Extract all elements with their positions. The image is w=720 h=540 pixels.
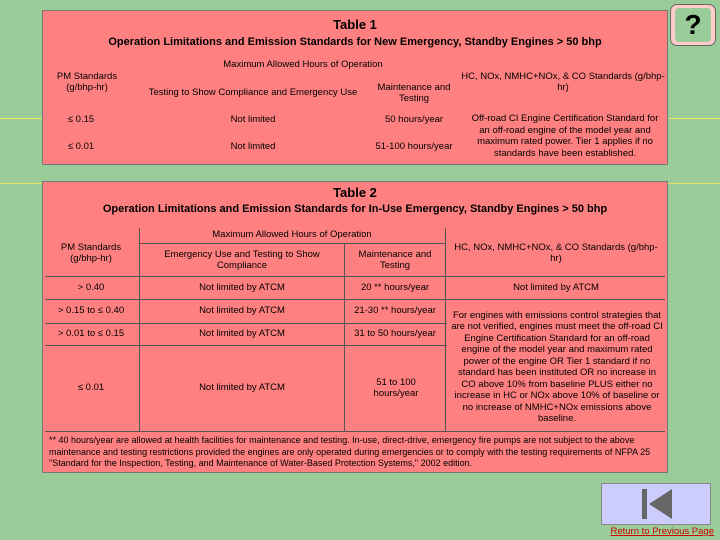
table2-row1-use: Not limited by ATCM xyxy=(199,282,285,294)
table2-hc-note: For engines with emissions control strategies that are not verified, engines must meet the off-road CI Engine Certification Standard for an off-road engine of the model year and maximum rated power of the engine OR Tier 1 standard if no standard has been instituted OR no increase in CO above 10% from baseline PLUS either no increase in HC or NOx above 10% of baseline or no increase of NMHC+NOx emissions above baseline. xyxy=(451,309,663,424)
table2-header-emergency: Emergency Use and Testing to Show Compliance xyxy=(164,248,320,271)
table2-header-maintenance: Maintenance and Testing xyxy=(358,248,432,271)
table2-row1-pm: > 0.40 xyxy=(77,282,105,294)
table1-row1-pm: ≤ 0.15 xyxy=(67,114,95,126)
table1-header-hc-nox: HC, NOx, NMHC+NOx, & CO Standards (g/bhp-hr) xyxy=(461,70,665,93)
table1-header-testing: Testing to Show Compliance and Emergency Use xyxy=(148,87,358,99)
table2-row2-maint: 21-30 ** hours/year xyxy=(354,305,436,317)
table2-row4-maint: 51 to 100 hours/year xyxy=(373,376,419,399)
table2-header-hc-nox: HC, NOx, NMHC+NOx, & CO Standards (g/bhp-hr) xyxy=(454,241,658,264)
table2-rule-r1 xyxy=(45,299,665,300)
table2-row1-maint: 20 ** hours/year xyxy=(360,282,430,294)
question-mark-icon: ? xyxy=(675,8,711,42)
table2-row4-pm: ≤ 0.01 xyxy=(77,382,105,394)
table2-col-line-3 xyxy=(445,228,446,431)
table1-header-pm: PM Standards (g/bhp-hr) xyxy=(56,70,118,93)
table1-row1-maint: 50 hours/year xyxy=(384,114,444,126)
table1-hc-note: Off-road CI Engine Certification Standard for an off-road engine of the model year and maximum rated power. Tier 1 applies if no standards have been established. xyxy=(471,113,659,159)
return-button[interactable] xyxy=(601,483,711,525)
table2-row3-pm: > 0.01 to ≤ 0.15 xyxy=(57,328,125,340)
table2-rule-header xyxy=(45,276,665,277)
table2-row1-hc: Not limited by ATCM xyxy=(513,282,599,294)
table2-row4-use: Not limited by ATCM xyxy=(199,382,285,394)
table2-rule-r2 xyxy=(45,323,447,324)
table1-row2-use: Not limited xyxy=(230,141,276,153)
skip-back-icon xyxy=(634,487,678,521)
table1-row2-pm: ≤ 0.01 xyxy=(67,141,95,153)
table2-rule-r3 xyxy=(45,345,447,346)
table2-row2-pm: > 0.15 to ≤ 0.40 xyxy=(57,305,125,317)
table2-rule-bottom xyxy=(45,431,665,432)
table2-subtitle: Operation Limitations and Emission Standards for In-Use Emergency, Standby Engines > 50 bhp xyxy=(102,203,608,215)
help-button[interactable] xyxy=(670,4,716,46)
table2-title: Table 2 xyxy=(333,185,377,200)
table2-rule-sub xyxy=(139,243,445,244)
table2-header-max-hours: Maximum Allowed Hours of Operation xyxy=(212,229,372,241)
table2-panel xyxy=(42,181,668,473)
table2-col-line-1 xyxy=(139,228,140,431)
table2-row3-maint: 31 to 50 hours/year xyxy=(354,328,436,340)
table2-row3-use: Not limited by ATCM xyxy=(199,328,285,340)
table2-footnote: ** 40 hours/year are allowed at health facilities for maintenance and testing. In-use, direct-drive, emergency fire pumps are not subject to the above maintenance and testing restrictions provided the engines are only operated during emergencies or to comply with the testing requirements of NFPA 25 "Standard for the Inspection, Testing, and Maintenance of Water-Based Protection Systems," 2002 edition. xyxy=(49,435,651,468)
table1-title: Table 1 xyxy=(333,17,377,32)
return-to-previous-page-link[interactable]: Return to Previous Page xyxy=(610,526,714,537)
table1-panel xyxy=(42,10,668,165)
table1-subtitle: Operation Limitations and Emission Standards for New Emergency, Standby Engines > 50 bhp xyxy=(108,36,602,48)
table1-header-maintenance: Maintenance and Testing xyxy=(377,81,451,104)
table1-row1-use: Not limited xyxy=(230,114,276,126)
table1-header-max-hours: Maximum Allowed Hours of Operation xyxy=(223,59,383,71)
table2-row2-use: Not limited by ATCM xyxy=(199,305,285,317)
table1-row2-maint: 51-100 hours/year xyxy=(375,141,453,153)
table2-header-pm: PM Standards (g/bhp-hr) xyxy=(60,241,122,264)
table2-col-line-2 xyxy=(344,243,345,431)
